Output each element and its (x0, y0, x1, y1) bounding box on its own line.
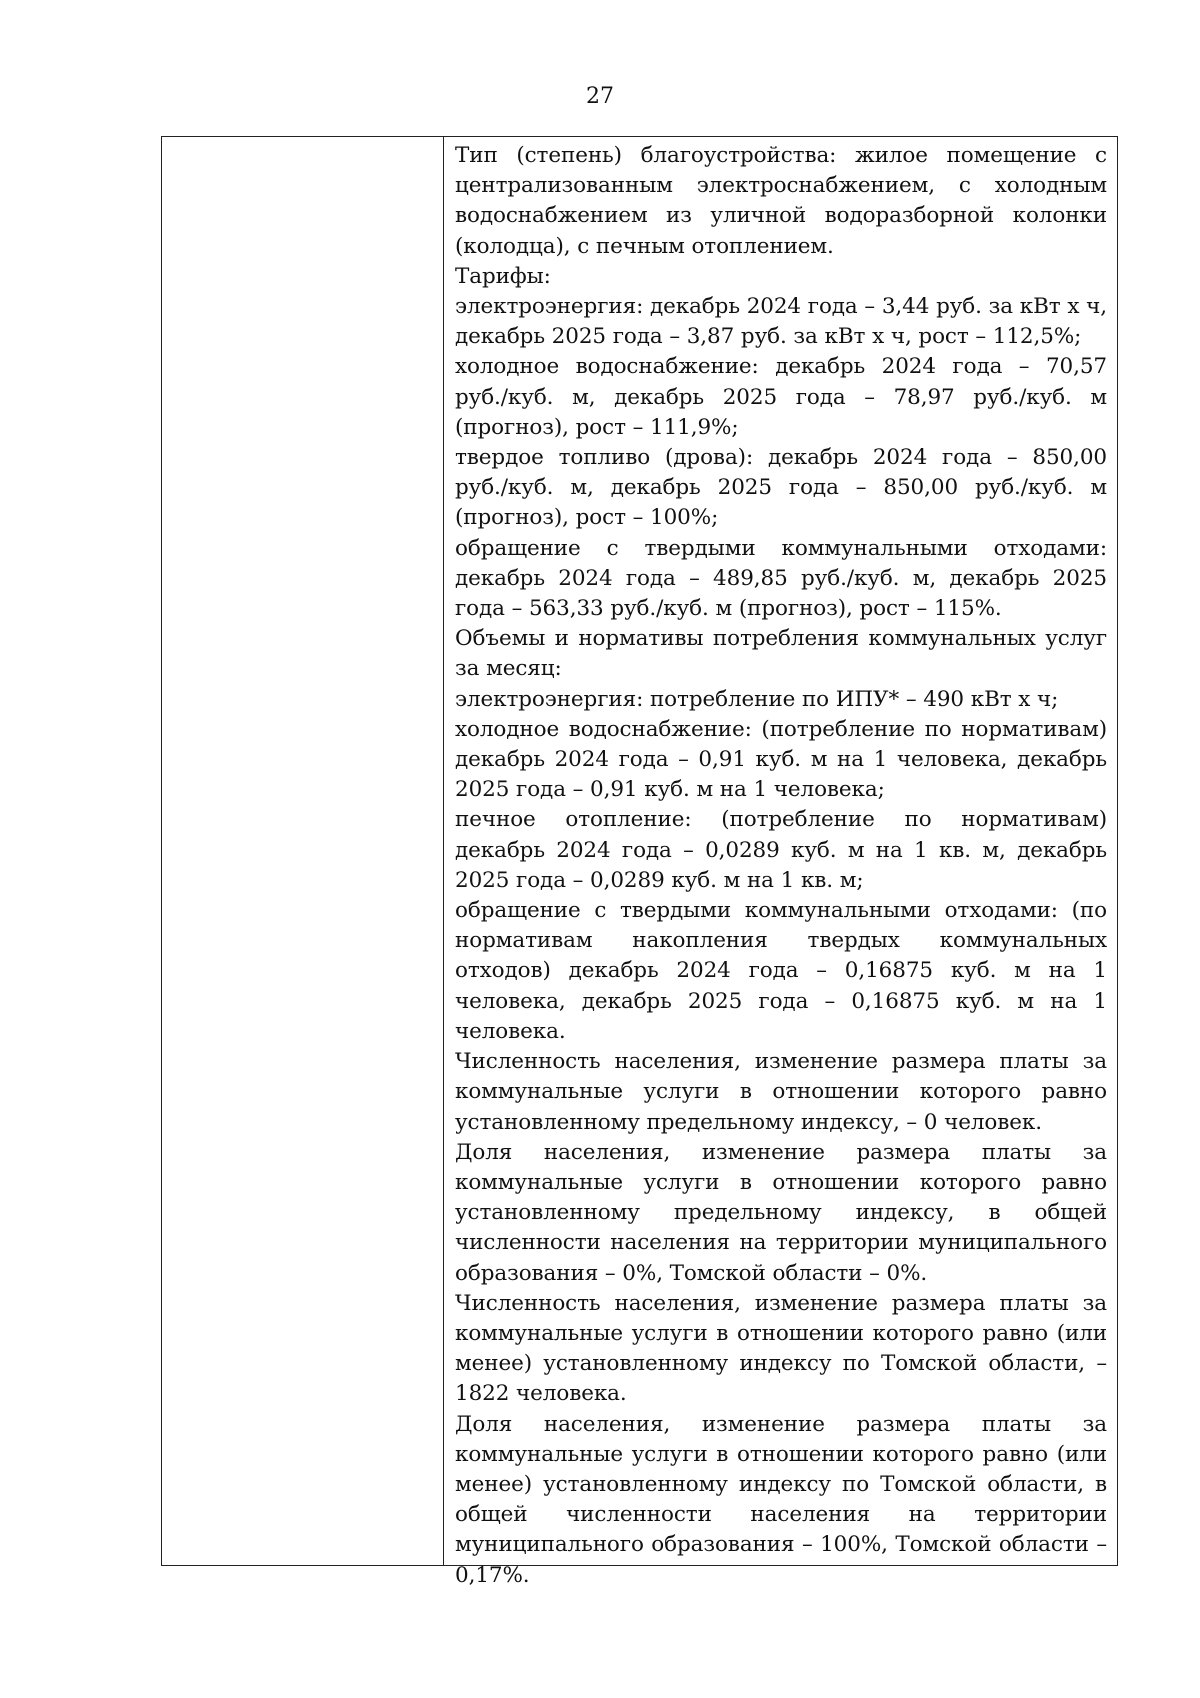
paragraph-volume-cold-water: холодное водоснабжение: (потребление по нормативам) декабрь 2024 года – 0,91 куб. м на 1 человека, декабрь 2025 года – 0,91 куб. м на 1 человека; (455, 716, 1107, 803)
paragraph-tariffs-heading: Тарифы: (455, 263, 551, 289)
table-cell-right (444, 137, 1117, 1588)
paragraph-volume-heating: печное отопление: (потребление по нормативам) декабрь 2024 года – 0,0289 куб. м на 1 кв. м, декабрь 2025 года – 0,0289 куб. м на 1 кв. м; (455, 807, 1107, 893)
page-number: 27 (586, 84, 614, 109)
paragraph-amenities: Тип (степень) благоустройства: жилое помещение с централизованным электроснабжением, с холодным водоснабжением из уличной водоразборной колонки (колодца), с печным отоплением. (455, 143, 1107, 259)
document-table (161, 136, 1118, 1588)
paragraph-population-region-index: Численность населения, изменение размера платы за коммунальные услуги в отношении которого равно (или менее) установленному индексу по Томской области, – 1822 человека. (455, 1290, 1107, 1407)
paragraph-population-limit-index: Численность населения, изменение размера платы за коммунальные услуги в отношении которого равно установленному предельному индексу, – 0 человек. (455, 1049, 1107, 1135)
paragraph-share-region-index: Доля населения, изменение размера платы за коммунальные услуги в отношении которого равно (или менее) установленному индексу по Томской области, в общей численности населения на территории муниципального образования – 100%, Томской области – 0,17%. (455, 1411, 1107, 1588)
paragraph-volumes-heading: Объемы и нормативы потребления коммунальных услуг за месяц: (455, 626, 1107, 682)
paragraph-volume-electricity: электроэнергия: потребление по ИПУ* – 490 кВт х ч; (455, 686, 1059, 712)
paragraph-tariff-solid-fuel: твердое топливо (дрова): декабрь 2024 года – 850,00 руб./куб. м, декабрь 2025 года – 850,00 руб./куб. м (прогноз), рост – 100%; (455, 445, 1107, 531)
paragraph-volume-waste: обращение с твердыми коммунальными отходами: (по нормативам накопления твердых коммунальных отходов) декабрь 2024 года – 0,16875 куб. м на 1 человека, декабрь 2025 года – 0,16875 куб. м на 1 человека. (455, 898, 1107, 1044)
paragraph-tariff-electricity: электроэнергия: декабрь 2024 года – 3,44 руб. за кВт х ч, декабрь 2025 года – 3,87 руб. за кВт х ч, рост – 112,5%; (455, 294, 1107, 350)
paragraph-tariff-cold-water: холодное водоснабжение: декабрь 2024 года – 70,57 руб./куб. м, декабрь 2025 года – 78,97 руб./куб. м (прогноз), рост – 111,9%; (455, 354, 1107, 440)
table-cell-left (162, 137, 444, 1565)
paragraph-share-limit-index: Доля населения, изменение размера платы за коммунальные услуги в отношении которого равно установленному предельному индексу, в общей численности населения на территории муниципального образования – 0%, Томской области – 0%. (455, 1139, 1107, 1286)
paragraph-tariff-waste: обращение с твердыми коммунальными отходами: декабрь 2024 года – 489,85 руб./куб. м, декабрь 2025 года – 563,33 руб./куб. м (прогноз), рост – 115%. (455, 535, 1107, 622)
